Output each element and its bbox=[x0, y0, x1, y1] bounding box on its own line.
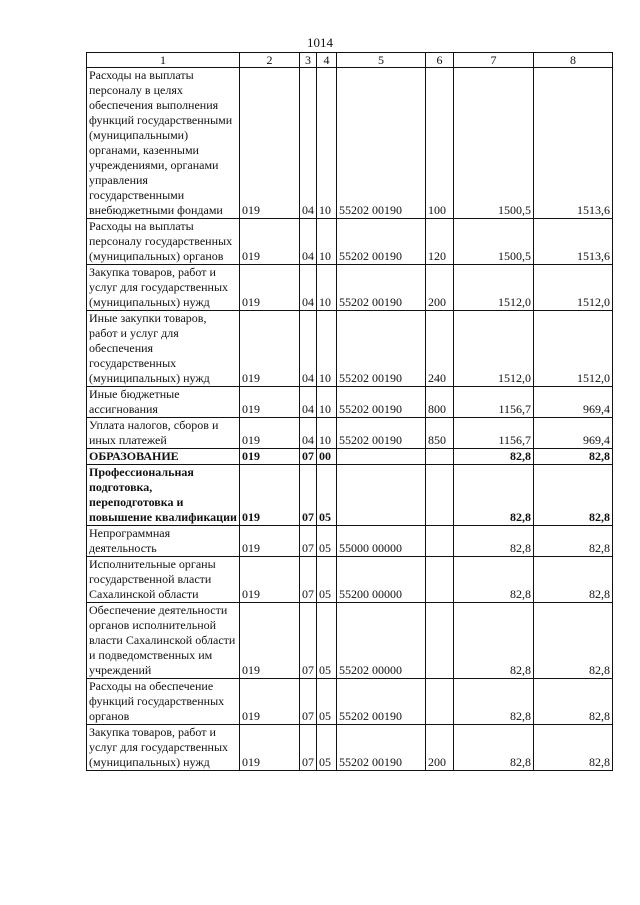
table-row bbox=[87, 219, 613, 265]
table-row bbox=[87, 725, 613, 771]
header-col-6: 6 bbox=[426, 53, 454, 68]
cell-section-code: 07 bbox=[300, 465, 317, 526]
cell-amount-year-2: 82,8 bbox=[534, 465, 613, 526]
cell-expense-type-code bbox=[426, 679, 454, 725]
table-row bbox=[87, 679, 613, 725]
cell-expense-type-code bbox=[426, 557, 454, 603]
cell-amount-year-1: 1512,0 bbox=[454, 311, 534, 387]
table-row bbox=[87, 387, 613, 418]
cell-target-article-code bbox=[337, 449, 426, 465]
cell-ministry-code: 019 bbox=[240, 526, 300, 557]
cell-amount-year-1: 82,8 bbox=[454, 449, 534, 465]
table-row bbox=[87, 526, 613, 557]
cell-item-name: Уплата налогов, сборов и иных платежей bbox=[87, 418, 240, 449]
cell-ministry-code: 019 bbox=[240, 68, 300, 219]
cell-section-code: 04 bbox=[300, 265, 317, 311]
header-col-5: 5 bbox=[337, 53, 426, 68]
cell-amount-year-1: 1512,0 bbox=[454, 265, 534, 311]
table-body bbox=[87, 68, 613, 771]
cell-subsection-code: 05 bbox=[317, 679, 337, 725]
table-row bbox=[87, 311, 613, 387]
cell-expense-type-code: 120 bbox=[426, 219, 454, 265]
cell-ministry-code: 019 bbox=[240, 449, 300, 465]
table-row bbox=[87, 449, 613, 465]
cell-subsection-code: 00 bbox=[317, 449, 337, 465]
cell-amount-year-1: 82,8 bbox=[454, 465, 534, 526]
cell-subsection-code: 05 bbox=[317, 603, 337, 679]
header-col-8: 8 bbox=[534, 53, 613, 68]
cell-target-article-code: 55202 00190 bbox=[337, 418, 426, 449]
header-col-2: 2 bbox=[240, 53, 300, 68]
header-col-1: 1 bbox=[87, 53, 240, 68]
cell-section-code: 04 bbox=[300, 219, 317, 265]
cell-target-article-code: 55202 00190 bbox=[337, 68, 426, 219]
cell-ministry-code: 019 bbox=[240, 725, 300, 771]
cell-target-article-code: 55202 00190 bbox=[337, 311, 426, 387]
cell-ministry-code: 019 bbox=[240, 679, 300, 725]
cell-item-name: Иные закупки товаров, работ и услуг для обеспечения государственных (муниципальных) нужд bbox=[87, 311, 240, 387]
cell-section-code: 07 bbox=[300, 526, 317, 557]
cell-amount-year-1: 82,8 bbox=[454, 557, 534, 603]
cell-amount-year-2: 82,8 bbox=[534, 526, 613, 557]
cell-target-article-code: 55000 00000 bbox=[337, 526, 426, 557]
cell-target-article-code: 55202 00190 bbox=[337, 265, 426, 311]
cell-section-code: 07 bbox=[300, 603, 317, 679]
cell-subsection-code: 05 bbox=[317, 526, 337, 557]
cell-section-code: 07 bbox=[300, 725, 317, 771]
cell-target-article-code: 55202 00190 bbox=[337, 679, 426, 725]
cell-amount-year-2: 82,8 bbox=[534, 557, 613, 603]
cell-section-code: 07 bbox=[300, 679, 317, 725]
cell-subsection-code: 10 bbox=[317, 311, 337, 387]
cell-item-name: ОБРАЗОВАНИЕ bbox=[87, 449, 240, 465]
cell-item-name: Расходы на выплаты персоналу в целях обеспечения выполнения функций государственными (муниципальными) органами, казенными учреждениями, органами управления государственными внебюджетными фондами bbox=[87, 68, 240, 219]
cell-amount-year-2: 82,8 bbox=[534, 679, 613, 725]
cell-amount-year-1: 1156,7 bbox=[454, 387, 534, 418]
header-row bbox=[87, 53, 613, 68]
cell-section-code: 04 bbox=[300, 387, 317, 418]
cell-amount-year-1: 82,8 bbox=[454, 679, 534, 725]
header-col-7: 7 bbox=[454, 53, 534, 68]
cell-target-article-code: 55202 00190 bbox=[337, 219, 426, 265]
cell-expense-type-code: 200 bbox=[426, 265, 454, 311]
cell-target-article-code: 55202 00190 bbox=[337, 387, 426, 418]
cell-amount-year-1: 82,8 bbox=[454, 725, 534, 771]
cell-target-article-code: 55202 00000 bbox=[337, 603, 426, 679]
cell-subsection-code: 10 bbox=[317, 68, 337, 219]
cell-subsection-code: 10 bbox=[317, 265, 337, 311]
cell-section-code: 04 bbox=[300, 418, 317, 449]
cell-amount-year-2: 1512,0 bbox=[534, 265, 613, 311]
cell-expense-type-code bbox=[426, 449, 454, 465]
cell-subsection-code: 05 bbox=[317, 465, 337, 526]
cell-ministry-code: 019 bbox=[240, 418, 300, 449]
table-row bbox=[87, 418, 613, 449]
cell-ministry-code: 019 bbox=[240, 265, 300, 311]
cell-expense-type-code bbox=[426, 526, 454, 557]
cell-item-name: Закупка товаров, работ и услуг для государственных (муниципальных) нужд bbox=[87, 725, 240, 771]
cell-target-article-code: 55202 00190 bbox=[337, 725, 426, 771]
cell-amount-year-1: 82,8 bbox=[454, 526, 534, 557]
page-number: 1014 bbox=[307, 35, 333, 50]
cell-ministry-code: 019 bbox=[240, 603, 300, 679]
cell-amount-year-2: 82,8 bbox=[534, 725, 613, 771]
table-row bbox=[87, 465, 613, 526]
cell-expense-type-code: 100 bbox=[426, 68, 454, 219]
cell-amount-year-2: 82,8 bbox=[534, 449, 613, 465]
table-row bbox=[87, 557, 613, 603]
cell-amount-year-2: 82,8 bbox=[534, 603, 613, 679]
cell-item-name: Исполнительные органы государственной власти Сахалинской области bbox=[87, 557, 240, 603]
cell-subsection-code: 10 bbox=[317, 219, 337, 265]
cell-item-name: Расходы на выплаты персоналу государственных (муниципальных) органов bbox=[87, 219, 240, 265]
cell-ministry-code: 019 bbox=[240, 311, 300, 387]
cell-target-article-code: 55200 00000 bbox=[337, 557, 426, 603]
cell-target-article-code bbox=[337, 465, 426, 526]
cell-section-code: 07 bbox=[300, 449, 317, 465]
cell-item-name: Закупка товаров, работ и услуг для государственных (муниципальных) нужд bbox=[87, 265, 240, 311]
cell-subsection-code: 10 bbox=[317, 418, 337, 449]
table-row bbox=[87, 603, 613, 679]
cell-ministry-code: 019 bbox=[240, 219, 300, 265]
cell-item-name: Обеспечение деятельности органов исполнительной власти Сахалинской области и подведомственных им учреждений bbox=[87, 603, 240, 679]
cell-item-name: Профессиональная подготовка, переподготовка и повышение квалификации bbox=[87, 465, 240, 526]
cell-amount-year-1: 1156,7 bbox=[454, 418, 534, 449]
cell-amount-year-1: 82,8 bbox=[454, 603, 534, 679]
cell-section-code: 07 bbox=[300, 557, 317, 603]
cell-ministry-code: 019 bbox=[240, 387, 300, 418]
cell-amount-year-1: 1500,5 bbox=[454, 219, 534, 265]
cell-section-code: 04 bbox=[300, 311, 317, 387]
cell-item-name: Иные бюджетные ассигнования bbox=[87, 387, 240, 418]
cell-amount-year-1: 1500,5 bbox=[454, 68, 534, 219]
cell-expense-type-code: 850 bbox=[426, 418, 454, 449]
cell-amount-year-2: 969,4 bbox=[534, 418, 613, 449]
cell-item-name: Расходы на обеспечение функций государственных органов bbox=[87, 679, 240, 725]
cell-amount-year-2: 1513,6 bbox=[534, 68, 613, 219]
cell-expense-type-code: 200 bbox=[426, 725, 454, 771]
table-row bbox=[87, 68, 613, 219]
cell-section-code: 04 bbox=[300, 68, 317, 219]
cell-expense-type-code: 240 bbox=[426, 311, 454, 387]
cell-expense-type-code: 800 bbox=[426, 387, 454, 418]
header-col-4: 4 bbox=[317, 53, 337, 68]
cell-subsection-code: 05 bbox=[317, 725, 337, 771]
budget-table bbox=[86, 52, 613, 771]
cell-amount-year-2: 969,4 bbox=[534, 387, 613, 418]
cell-item-name: Непрограммная деятельность bbox=[87, 526, 240, 557]
cell-amount-year-2: 1513,6 bbox=[534, 219, 613, 265]
cell-subsection-code: 10 bbox=[317, 387, 337, 418]
cell-subsection-code: 05 bbox=[317, 557, 337, 603]
cell-expense-type-code bbox=[426, 465, 454, 526]
cell-expense-type-code bbox=[426, 603, 454, 679]
cell-ministry-code: 019 bbox=[240, 465, 300, 526]
table-row bbox=[87, 265, 613, 311]
header-col-3: 3 bbox=[300, 53, 317, 68]
cell-ministry-code: 019 bbox=[240, 557, 300, 603]
cell-amount-year-2: 1512,0 bbox=[534, 311, 613, 387]
